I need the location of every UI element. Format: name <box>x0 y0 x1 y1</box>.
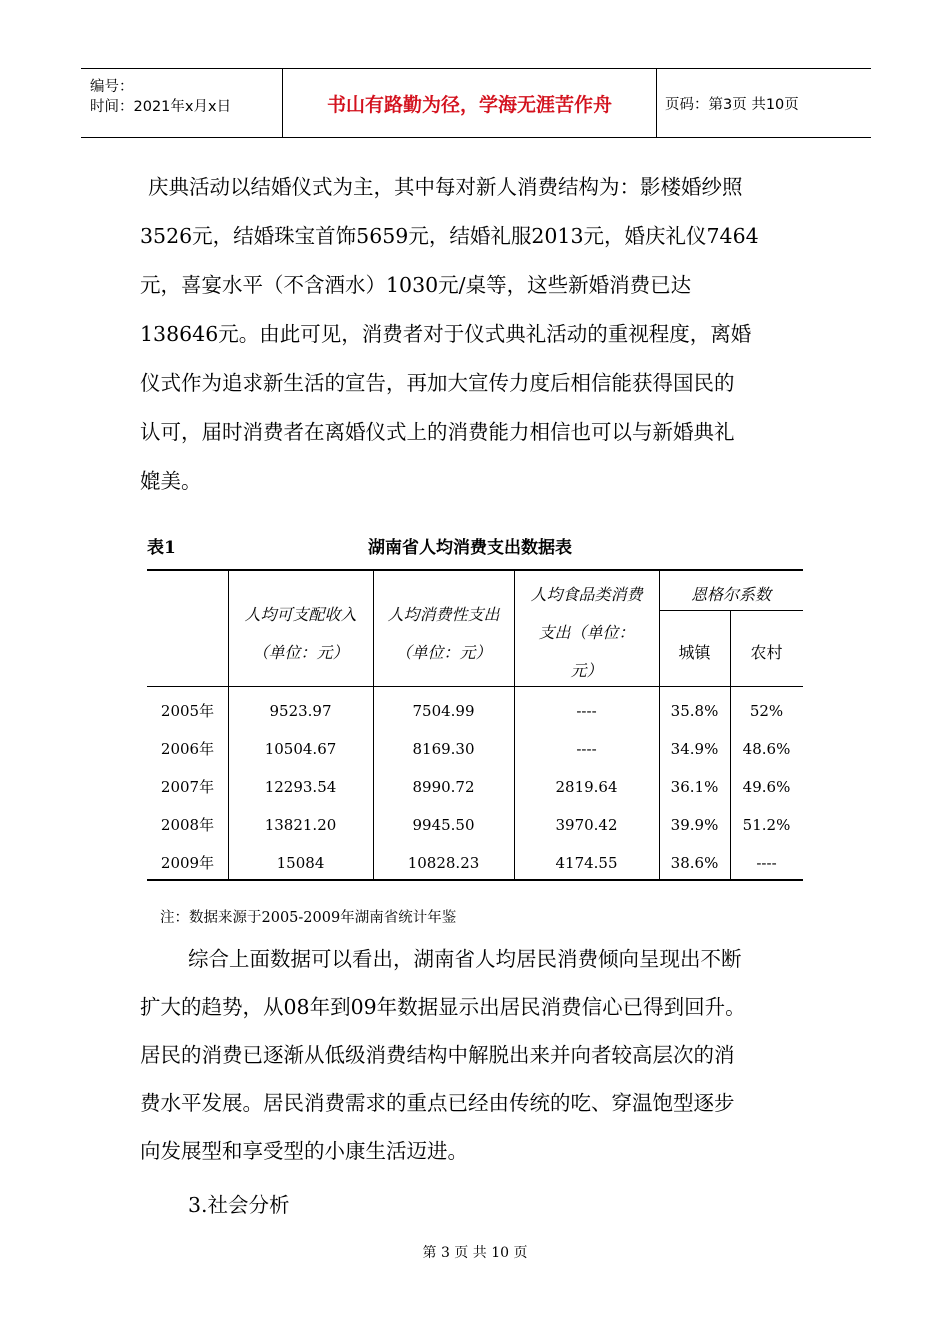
header-time: 时间：2021年x月x日 <box>90 99 232 115</box>
cell-income: 15084 <box>276 854 325 872</box>
text-line: 元，喜宴水平（不含酒水）1030元/桌等，这些新婚消费已达 <box>140 273 692 297</box>
header-food-unit-end: 元） <box>570 661 603 680</box>
header-motto: 书山有路勤为径，学海无涯苦作舟 <box>283 69 657 137</box>
text-line: 综合上面数据可以看出，湖南省人均居民消费倾向呈现出不断 <box>188 947 742 971</box>
text-line: 仪式作为追求新生活的宣告，再加大宣传力度后相信能获得国民的 <box>140 371 735 395</box>
text-line: 庆典活动以结婚仪式为主，其中每对新人消费结构为：影楼婚纱照 <box>148 175 743 199</box>
cell-rural: 51.2% <box>742 816 791 834</box>
text-line: 认可，届时消费者在离婚仪式上的消费能力相信也可以与新婚典礼 <box>140 420 735 444</box>
cell-urban: 36.1% <box>670 778 719 796</box>
text-line: 3526元，结婚珠宝首饰5659元，结婚礼服2013元，婚庆礼仪7464 <box>140 224 759 248</box>
section-heading: 3.社会分析 <box>188 1193 290 1217</box>
header-consumption-unit: （单位：元） <box>395 643 492 662</box>
cell-income: 12293.54 <box>264 778 337 796</box>
cell-income: 10504.67 <box>264 740 337 758</box>
cell-urban: 35.8% <box>670 702 719 720</box>
cell-consumption: 8990.72 <box>412 778 475 796</box>
header-bottom-rule <box>147 686 803 687</box>
text-line: 媲美。 <box>140 469 202 493</box>
table-row <box>147 730 803 768</box>
text-line: 居民的消费已逐渐从低级消费结构中解脱出来并向者较高层次的消 <box>140 1043 735 1067</box>
cell-year: 2005年 <box>160 702 215 720</box>
cell-year: 2007年 <box>160 778 215 796</box>
cell-year: 2006年 <box>160 740 215 758</box>
cell-year: 2008年 <box>160 816 215 834</box>
cell-rural: 49.6% <box>742 778 791 796</box>
paragraph-1 <box>140 170 840 493</box>
cell-consumption: 10828.23 <box>407 854 480 872</box>
page-footer: 第 3 页 共 10 页 <box>422 1245 528 1261</box>
header-income-unit: （单位：元） <box>252 643 349 662</box>
cell-consumption: 8169.30 <box>412 740 475 758</box>
cell-income: 9523.97 <box>269 702 332 720</box>
cell-rural: ---- <box>756 854 777 872</box>
table-title: 湖南省人均消费支出数据表 <box>368 538 572 558</box>
table-note: 注：数据来源于2005-2009年湖南省统计年鉴 <box>160 910 457 926</box>
cell-food: 3970.42 <box>555 816 618 834</box>
cell-consumption: 9945.50 <box>412 816 475 834</box>
header-meta <box>81 69 283 137</box>
text-line: 向发展型和享受型的小康生活迈进。 <box>140 1139 468 1163</box>
cell-food: ---- <box>576 702 597 720</box>
text-line: 费水平发展。居民消费需求的重点已经由传统的吃、穿温饱型逐步 <box>140 1091 735 1115</box>
cell-food: 4174.55 <box>555 854 618 872</box>
text-line: 138646元。由此可见，消费者对于仪式典礼活动的重视程度，离婚 <box>140 322 752 346</box>
cell-rural: 52% <box>749 702 784 720</box>
header-engel: 恩格尔系数 <box>690 585 771 604</box>
header-rural: 农村 <box>750 643 783 662</box>
cell-food: 2819.64 <box>555 778 618 796</box>
text-line: 扩大的趋势，从08年到09年数据显示出居民消费信心已得到回升。 <box>140 995 746 1019</box>
cell-consumption: 7504.99 <box>412 702 475 720</box>
table-row <box>147 692 803 730</box>
table-row <box>147 806 803 844</box>
table-row <box>147 768 803 806</box>
cell-food: ---- <box>576 740 597 758</box>
header-income: 人均可支配收入 <box>244 605 357 624</box>
cell-income: 13821.20 <box>264 816 337 834</box>
header-consumption: 人均消费性支出 <box>387 605 500 624</box>
table-top-rule <box>147 569 803 571</box>
table-label: 表1 <box>147 538 176 558</box>
header-food: 人均食品类消费 <box>530 585 643 604</box>
header-number: 编号： <box>90 79 134 95</box>
header-page: 页码：第3页 共10页 <box>665 96 799 113</box>
paragraph-2 <box>140 942 840 1163</box>
cell-urban: 34.9% <box>670 740 719 758</box>
cell-urban: 38.6% <box>670 854 719 872</box>
cell-year: 2009年 <box>160 854 215 872</box>
header-food-unit: 支出（单位： <box>538 623 635 642</box>
page-header <box>81 68 871 138</box>
cell-urban: 39.9% <box>670 816 719 834</box>
table-row <box>147 844 803 882</box>
header-urban: 城镇 <box>678 643 711 662</box>
cell-rural: 48.6% <box>742 740 791 758</box>
